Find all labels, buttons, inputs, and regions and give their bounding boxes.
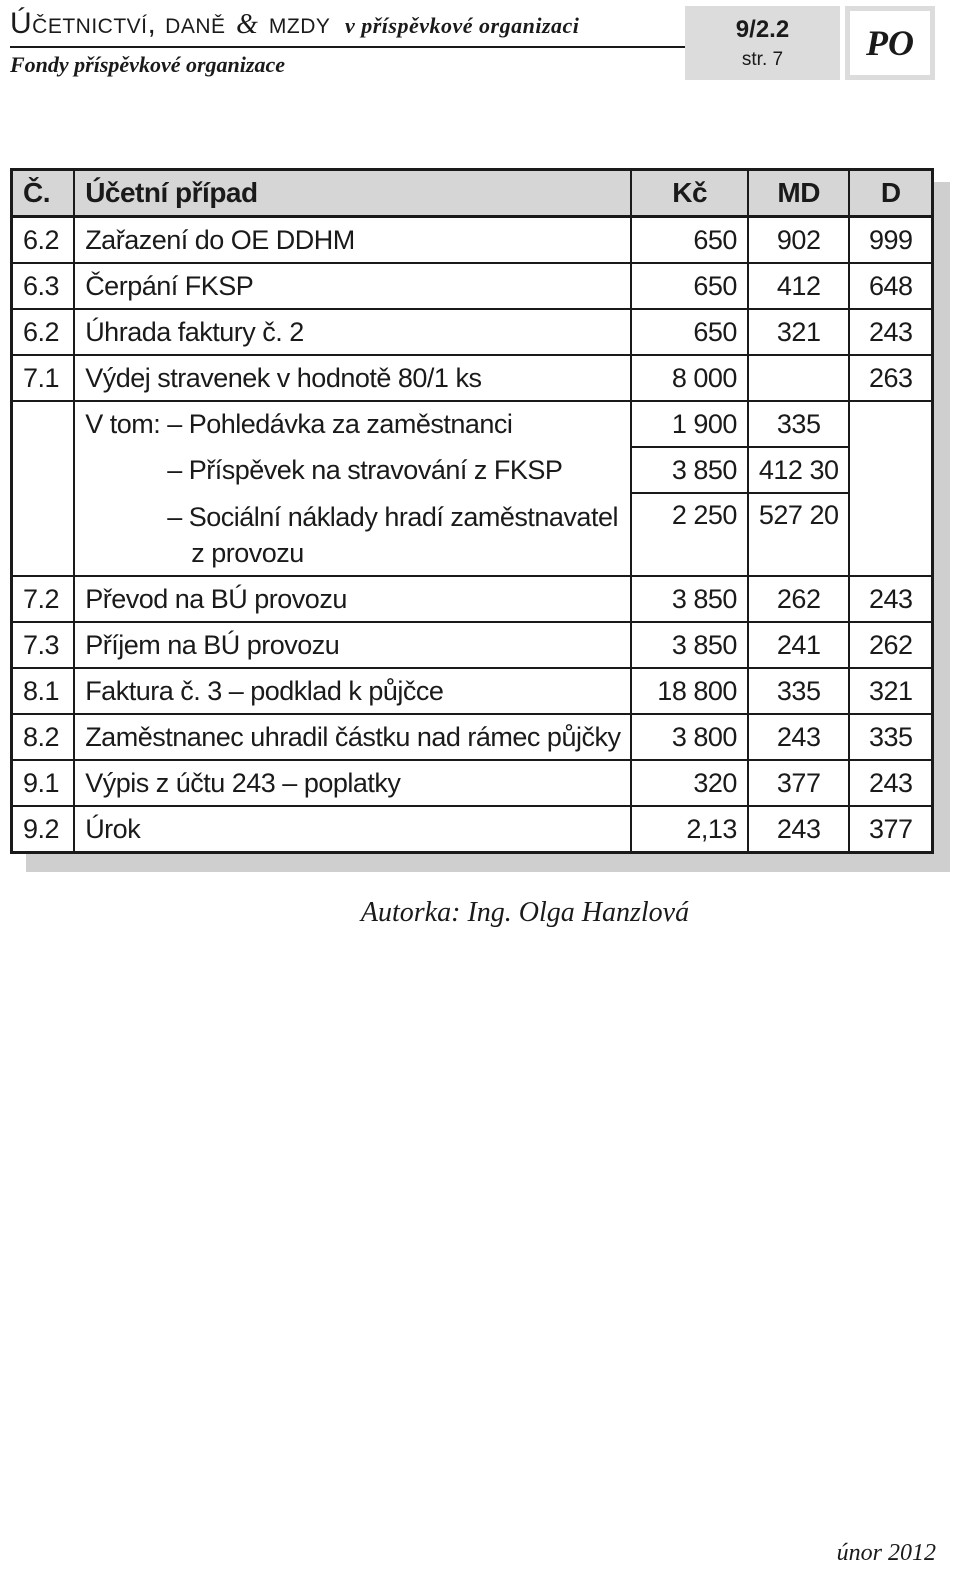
subrow-desc-multiline [74, 493, 631, 576]
row-md: 241 [748, 622, 850, 668]
table-row [12, 714, 933, 760]
row-no: 6.2 [12, 217, 75, 264]
po-badge-text: PO [850, 11, 930, 75]
row-md: 243 [748, 714, 850, 760]
title-ampersand: & [236, 9, 259, 40]
row-d: 262 [849, 622, 932, 668]
row-kc: 650 [631, 217, 747, 264]
subrow-d-blank [849, 493, 932, 576]
po-badge [845, 6, 935, 80]
row-no: 9.1 [12, 760, 75, 806]
row-md: 335 [748, 668, 850, 714]
subrow-desc-line1: – Sociální náklady hradí zaměstnavatel [167, 502, 618, 532]
author-credit: Autorka: Ing. Olga Hanzlová [360, 897, 690, 928]
page-number: str. 7 [741, 49, 784, 70]
subrow-md: 335 [748, 401, 850, 447]
row-kc: 3 800 [631, 714, 747, 760]
row-desc: Úrok [74, 806, 631, 853]
table-row [12, 576, 933, 622]
row-d: 999 [849, 217, 932, 264]
row-kc: 8 000 [631, 355, 747, 401]
title-part-2: mzdy [268, 7, 331, 40]
subrow-d-blank [849, 447, 932, 493]
row-kc: 650 [631, 309, 747, 355]
subrow-d-blank [849, 401, 932, 447]
section-code: 9/2.2 [735, 16, 790, 43]
row-kc: 2,13 [631, 806, 747, 853]
row-md: 412 [748, 263, 850, 309]
table-row [12, 622, 933, 668]
chapter-subtitle: Fondy příspěvkové organizace [10, 52, 285, 77]
row-desc: Převod na BÚ provozu [74, 576, 631, 622]
row-md: 377 [748, 760, 850, 806]
row-md: 243 [748, 806, 850, 853]
row-desc: Zaměstnanec uhradil částku nad rámec půjčky [74, 714, 631, 760]
header-titles [10, 6, 685, 80]
title-subline: v příspěvkové organizaci [344, 13, 580, 38]
row-md [748, 355, 850, 401]
table-row [12, 806, 933, 853]
row-no: 8.1 [12, 668, 75, 714]
row-d: 335 [849, 714, 932, 760]
header-d: D [849, 170, 932, 217]
table-row [12, 355, 933, 401]
table-row [12, 668, 933, 714]
row-desc: Zařazení do OE DDHM [74, 217, 631, 264]
page-header [0, 0, 960, 90]
table-header-row [12, 170, 933, 217]
table-subrow [12, 447, 933, 493]
subrow-desc: – Příspěvek na stravování z FKSP [74, 447, 631, 493]
row-d: 243 [849, 576, 932, 622]
row-md: 902 [748, 217, 850, 264]
subrow-no-blank [12, 493, 75, 576]
row-d: 263 [849, 355, 932, 401]
row-desc: Příjem na BÚ provozu [74, 622, 631, 668]
row-kc: 18 800 [631, 668, 747, 714]
table-row [12, 217, 933, 264]
row-no: 7.3 [12, 622, 75, 668]
row-kc: 320 [631, 760, 747, 806]
subrow-desc-line2: z provozu [191, 538, 304, 568]
accounting-table [10, 168, 934, 854]
title-part-1: Účetnictví, daně [10, 7, 226, 40]
accounting-table-wrap [10, 168, 934, 854]
row-no: 6.3 [12, 263, 75, 309]
row-d: 243 [849, 760, 932, 806]
row-d: 321 [849, 668, 932, 714]
row-md: 321 [748, 309, 850, 355]
subrow-kc: 1 900 [631, 401, 747, 447]
subrow-no-blank [12, 401, 75, 447]
row-d: 243 [849, 309, 932, 355]
subrow-kc: 2 250 [631, 493, 747, 576]
row-desc: Výdej stravenek v hodnotě 80/1 ks [74, 355, 631, 401]
subrow-no-blank [12, 447, 75, 493]
row-kc: 650 [631, 263, 747, 309]
subrow-kc: 3 850 [631, 447, 747, 493]
publication-title [10, 6, 685, 48]
subrow-md: 412 30 [748, 447, 850, 493]
header-md: MD [748, 170, 850, 217]
row-no: 6.2 [12, 309, 75, 355]
section-code-box [685, 6, 840, 80]
row-no: 7.1 [12, 355, 75, 401]
row-no: 9.2 [12, 806, 75, 853]
row-desc: Výpis z účtu 243 – poplatky [74, 760, 631, 806]
row-kc: 3 850 [631, 576, 747, 622]
header-desc: Účetní případ [74, 170, 631, 217]
header-no: Č. [12, 170, 75, 217]
row-md: 262 [748, 576, 850, 622]
row-desc: Čerpání FKSP [74, 263, 631, 309]
row-desc: Faktura č. 3 – podklad k půjčce [74, 668, 631, 714]
table-subrow [12, 401, 933, 447]
row-desc: Úhrada faktury č. 2 [74, 309, 631, 355]
table-subrow [12, 493, 933, 576]
footer-date: únor 2012 [836, 1540, 936, 1566]
subrow-desc: V tom: – Pohledávka za zaměstnanci [74, 401, 631, 447]
row-d: 377 [849, 806, 932, 853]
table-row [12, 309, 933, 355]
table-row [12, 760, 933, 806]
subrow-md: 527 20 [748, 493, 850, 576]
row-d: 648 [849, 263, 932, 309]
row-no: 8.2 [12, 714, 75, 760]
row-kc: 3 850 [631, 622, 747, 668]
row-no: 7.2 [12, 576, 75, 622]
table-row [12, 263, 933, 309]
header-kc: Kč [631, 170, 747, 217]
